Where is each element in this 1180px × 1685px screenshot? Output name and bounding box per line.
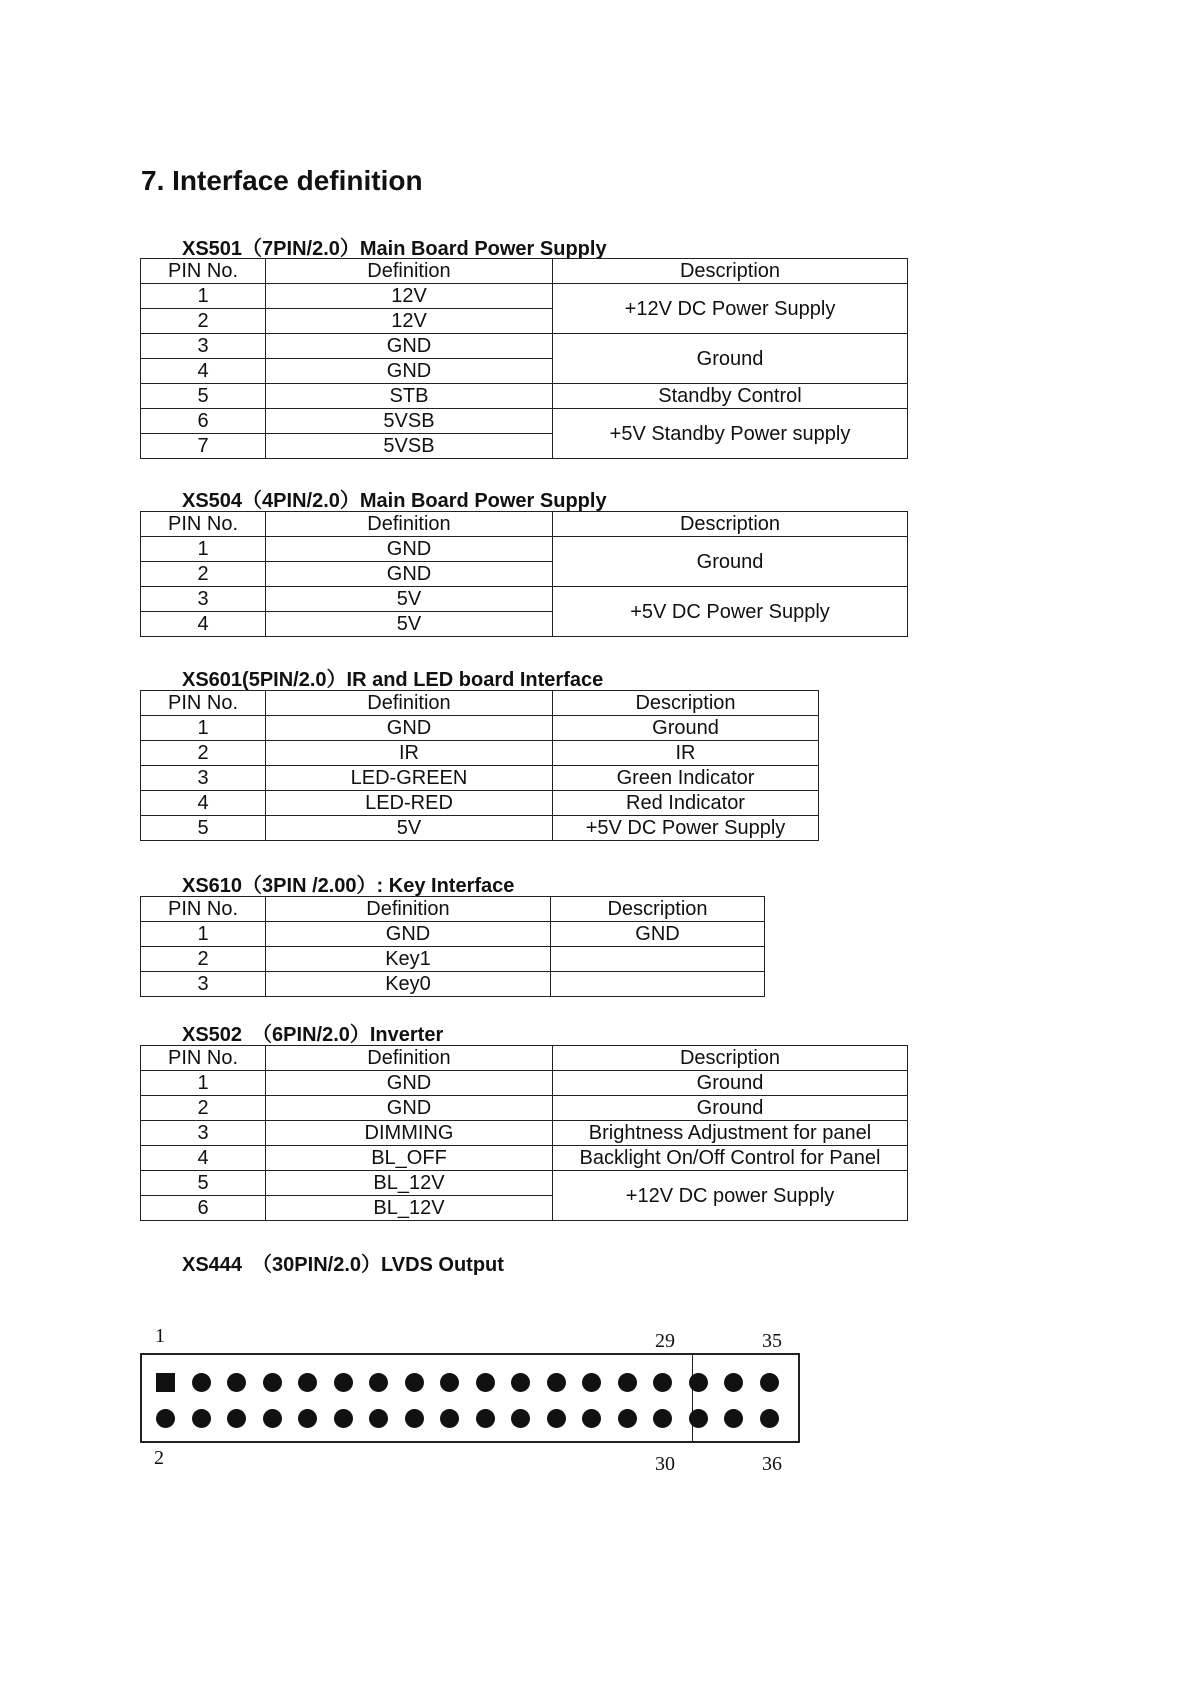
lvds-connector-diagram — [140, 1325, 800, 1475]
pin-cell: 4 — [141, 1146, 266, 1171]
pin-dot — [511, 1373, 530, 1392]
pin-dot — [724, 1409, 743, 1428]
section-title-xs601: XS601(5PIN/2.0）IR and LED board Interface — [182, 669, 604, 691]
definition-cell: 5V — [266, 587, 553, 612]
table-xs610 — [140, 896, 765, 997]
pin-cell: 6 — [141, 409, 266, 434]
pin-cell: 3 — [141, 334, 266, 359]
pin-header: PIN No. — [141, 512, 266, 537]
pin-dot — [334, 1373, 353, 1392]
definition-cell: GND — [266, 716, 553, 741]
section-title-xs610: XS610（3PIN /2.00）: Key Interface — [182, 875, 515, 897]
pin-dot — [476, 1409, 495, 1428]
table-row — [141, 537, 908, 562]
table-row — [141, 716, 819, 741]
pin-cell: 2 — [141, 741, 266, 766]
definition-cell: GND — [266, 359, 553, 384]
definition-cell: STB — [266, 384, 553, 409]
table-row — [141, 1121, 908, 1146]
definition-cell: LED-RED — [266, 791, 553, 816]
description-cell: GND — [551, 922, 765, 947]
table-row — [141, 284, 908, 309]
description-cell: Ground — [553, 334, 908, 384]
pin-cell: 2 — [141, 947, 266, 972]
definition-cell: GND — [266, 1096, 553, 1121]
table-row — [141, 947, 765, 972]
connector-divider — [692, 1353, 693, 1443]
definition-cell: LED-GREEN — [266, 766, 553, 791]
pin-dot — [440, 1409, 459, 1428]
definition-cell: 5V — [266, 612, 553, 637]
table-header-row — [141, 1046, 908, 1071]
pin-label-29: 29 — [655, 1330, 675, 1352]
definition-cell: IR — [266, 741, 553, 766]
description-cell: +5V Standby Power supply — [553, 409, 908, 459]
table-row — [141, 334, 908, 359]
description-cell — [551, 972, 765, 997]
pin-dot — [192, 1373, 211, 1392]
pin-cell: 3 — [141, 1121, 266, 1146]
description-header: Description — [553, 691, 819, 716]
pin-cell: 1 — [141, 922, 266, 947]
pin-label-1: 1 — [155, 1325, 165, 1347]
pin-cell: 1 — [141, 537, 266, 562]
pin-cell: 5 — [141, 384, 266, 409]
pin-dot — [760, 1373, 779, 1392]
table-xs601 — [140, 690, 819, 841]
pin-dot — [582, 1373, 601, 1392]
pin-header: PIN No. — [141, 691, 266, 716]
pin-dot — [689, 1409, 708, 1428]
definition-header: Definition — [266, 259, 553, 284]
table-row — [141, 384, 908, 409]
table-xs504 — [140, 511, 908, 637]
description-cell: Standby Control — [553, 384, 908, 409]
pin-dot — [618, 1373, 637, 1392]
pin-label-2: 2 — [154, 1447, 164, 1469]
pin-dot — [547, 1373, 566, 1392]
definition-cell: BL_12V — [266, 1171, 553, 1196]
table-row — [141, 766, 819, 791]
description-header: Description — [553, 259, 908, 284]
table-row — [141, 1096, 908, 1121]
pin-dot — [547, 1409, 566, 1428]
pin-label-36: 36 — [762, 1453, 782, 1475]
definition-cell: 5V — [266, 816, 553, 841]
description-cell: Ground — [553, 716, 819, 741]
pin-dot — [298, 1373, 317, 1392]
description-cell: Ground — [553, 1096, 908, 1121]
section-title-xs504: XS504（4PIN/2.0）Main Board Power Supply — [182, 490, 607, 512]
pin-cell: 6 — [141, 1196, 266, 1221]
pin-cell: 3 — [141, 587, 266, 612]
pin-dot — [227, 1409, 246, 1428]
description-cell: Brightness Adjustment for panel — [553, 1121, 908, 1146]
description-cell: +12V DC power Supply — [553, 1171, 908, 1221]
pin-1-marker — [156, 1373, 175, 1392]
description-cell: Backlight On/Off Control for Panel — [553, 1146, 908, 1171]
pin-dot — [476, 1373, 495, 1392]
definition-cell: GND — [266, 922, 551, 947]
pin-dot — [156, 1409, 175, 1428]
pin-dot — [192, 1409, 211, 1428]
pin-cell: 3 — [141, 972, 266, 997]
pin-dot — [511, 1409, 530, 1428]
table-header-row — [141, 691, 819, 716]
pin-header: PIN No. — [141, 1046, 266, 1071]
table-row — [141, 1146, 908, 1171]
table-row — [141, 1171, 908, 1196]
description-cell: +5V DC Power Supply — [553, 816, 819, 841]
description-header: Description — [553, 1046, 908, 1071]
pin-header: PIN No. — [141, 259, 266, 284]
pin-cell: 1 — [141, 716, 266, 741]
pin-cell: 1 — [141, 284, 266, 309]
description-cell: +12V DC Power Supply — [553, 284, 908, 334]
pin-dot — [405, 1409, 424, 1428]
pin-cell: 4 — [141, 612, 266, 637]
section-title-xs502: XS502 （6PIN/2.0）Inverter — [182, 1024, 444, 1046]
description-header: Description — [551, 897, 765, 922]
pin-label-30: 30 — [655, 1453, 675, 1475]
definition-cell: BL_OFF — [266, 1146, 553, 1171]
table-row — [141, 587, 908, 612]
pin-cell: 7 — [141, 434, 266, 459]
description-header: Description — [553, 512, 908, 537]
table-row — [141, 791, 819, 816]
pin-dot — [689, 1373, 708, 1392]
definition-header: Definition — [266, 512, 553, 537]
pin-dot — [227, 1373, 246, 1392]
pin-dot — [334, 1409, 353, 1428]
description-cell: Ground — [553, 537, 908, 587]
definition-cell: GND — [266, 1071, 553, 1096]
section-title-xs501: XS501（7PIN/2.0）Main Board Power Supply — [182, 238, 607, 260]
definition-cell: 5VSB — [266, 409, 553, 434]
description-cell: +5V DC Power Supply — [553, 587, 908, 637]
pin-label-35: 35 — [762, 1330, 782, 1352]
pin-dot — [369, 1409, 388, 1428]
connector-title: XS444 （30PIN/2.0）LVDS Output — [182, 1254, 504, 1276]
pin-dot — [405, 1373, 424, 1392]
description-cell — [551, 947, 765, 972]
table-row — [141, 741, 819, 766]
table-row — [141, 409, 908, 434]
pin-cell: 2 — [141, 562, 266, 587]
description-cell: Ground — [553, 1071, 908, 1096]
table-header-row — [141, 897, 765, 922]
table-header-row — [141, 512, 908, 537]
pin-dot — [369, 1373, 388, 1392]
pin-cell: 2 — [141, 309, 266, 334]
pin-dot — [618, 1409, 637, 1428]
table-xs502 — [140, 1045, 908, 1221]
pin-cell: 5 — [141, 816, 266, 841]
definition-header: Definition — [266, 897, 551, 922]
table-row — [141, 922, 765, 947]
connector-outline — [140, 1353, 800, 1443]
table-header-row — [141, 259, 908, 284]
definition-cell: GND — [266, 334, 553, 359]
pin-dot — [760, 1409, 779, 1428]
pin-cell: 5 — [141, 1171, 266, 1196]
table-row — [141, 972, 765, 997]
definition-cell: Key1 — [266, 947, 551, 972]
definition-cell: 5VSB — [266, 434, 553, 459]
pin-cell: 1 — [141, 1071, 266, 1096]
pin-cell: 2 — [141, 1096, 266, 1121]
definition-cell: BL_12V — [266, 1196, 553, 1221]
definition-cell: 12V — [266, 284, 553, 309]
description-cell: IR — [553, 741, 819, 766]
description-cell: Green Indicator — [553, 766, 819, 791]
pin-dot — [440, 1373, 459, 1392]
definition-cell: DIMMING — [266, 1121, 553, 1146]
definition-cell: 12V — [266, 309, 553, 334]
pin-cell: 3 — [141, 766, 266, 791]
pin-dot — [653, 1409, 672, 1428]
definition-cell: GND — [266, 537, 553, 562]
pin-dot — [298, 1409, 317, 1428]
table-row — [141, 816, 819, 841]
page-title: 7. Interface definition — [141, 165, 423, 196]
pin-dot — [724, 1373, 743, 1392]
pin-cell: 4 — [141, 791, 266, 816]
pin-dot — [582, 1409, 601, 1428]
table-row — [141, 1071, 908, 1096]
definition-header: Definition — [266, 691, 553, 716]
pin-header: PIN No. — [141, 897, 266, 922]
description-cell: Red Indicator — [553, 791, 819, 816]
pin-dot — [653, 1373, 672, 1392]
definition-header: Definition — [266, 1046, 553, 1071]
pin-dot — [263, 1409, 282, 1428]
pin-dot — [263, 1373, 282, 1392]
table-xs501 — [140, 258, 908, 459]
definition-cell: Key0 — [266, 972, 551, 997]
definition-cell: GND — [266, 562, 553, 587]
pin-cell: 4 — [141, 359, 266, 384]
